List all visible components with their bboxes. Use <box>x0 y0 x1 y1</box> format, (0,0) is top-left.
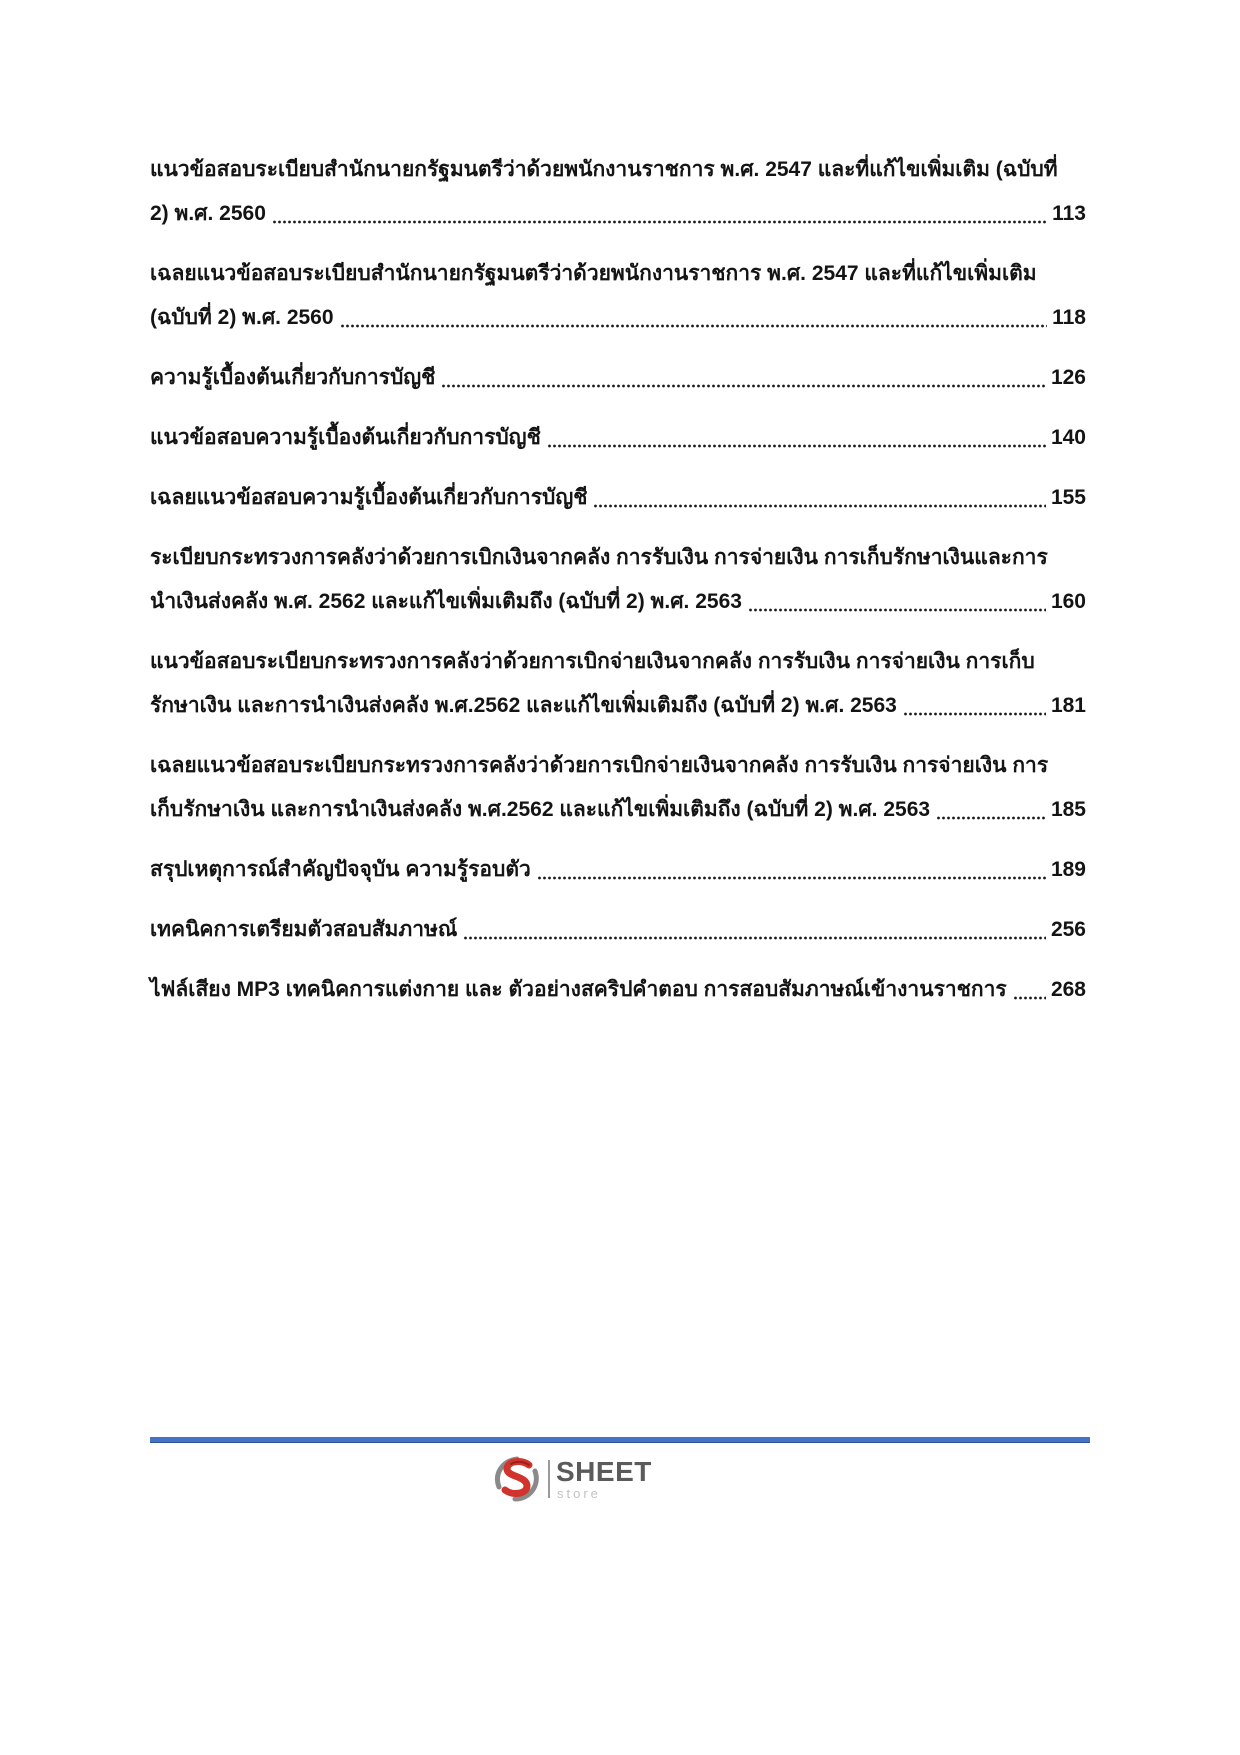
toc-title-line: ความรู้เบื้องต้นเกี่ยวกับการบัญชี <box>150 366 436 389</box>
toc-title-line: (ฉบับที่ 2) พ.ศ. 2560 <box>150 306 334 329</box>
footer-divider <box>150 1437 1090 1443</box>
toc-entry <box>150 148 1086 236</box>
toc-title-line: เก็บรักษาเงิน และการนำเงินส่งคลัง พ.ศ.2562 และแก้ไขเพิ่มเติมถึง (ฉบับที่ 2) พ.ศ. 2563 <box>150 798 931 821</box>
logo-divider <box>548 1460 550 1498</box>
toc-entry <box>150 252 1086 340</box>
toc-entry <box>150 416 1086 460</box>
dot-leader <box>271 192 1047 236</box>
toc-entry-last-line <box>150 684 1086 728</box>
toc-page-number: 189 <box>1050 858 1086 881</box>
toc-entry-last-line <box>150 580 1086 624</box>
toc-entry-last-line <box>150 296 1086 340</box>
toc-entry <box>150 640 1086 728</box>
logo-wordmark: SHEET <box>556 1456 652 1487</box>
toc-entry <box>150 744 1086 832</box>
toc-title-line: แนวข้อสอบระเบียบสำนักนายกรัฐมนตรีว่าด้วยพนักงานราชการ พ.ศ. 2547 และที่แก้ไขเพิ่มเติม (ฉบับที่ <box>150 158 1058 181</box>
toc-title-line: 2) พ.ศ. 2560 <box>150 202 266 225</box>
toc-title-line: ไฟล์เสียง MP3 เทคนิคการแต่งกาย และ ตัวอย่างสคริปคำตอบ การสอบสัมภาษณ์เข้างานราชการ <box>150 978 1007 1001</box>
toc-entry <box>150 908 1086 952</box>
toc-page-number: 113 <box>1052 202 1086 225</box>
toc-entry-last-line <box>150 416 1086 460</box>
toc-page-number: 118 <box>1052 306 1086 329</box>
toc-title-line: รักษาเงิน และการนำเงินส่งคลัง พ.ศ.2562 และแก้ไขเพิ่มเติมถึง (ฉบับที่ 2) พ.ศ. 2563 <box>150 694 897 717</box>
logo-subtext: store <box>557 1486 601 1501</box>
toc-title-line: เฉลยแนวข้อสอบระเบียบกระทรวงการคลังว่าด้วยการเบิกจ่ายเงินจากคลัง การรับเงิน การจ่ายเงิน การ <box>150 754 1049 777</box>
toc-entry-last-line <box>150 356 1086 400</box>
toc-entry <box>150 536 1086 624</box>
toc-entry <box>150 356 1086 400</box>
toc-entry-last-line <box>150 968 1086 1012</box>
toc-page-number: 268 <box>1050 978 1086 1001</box>
dot-leader <box>536 848 1046 892</box>
dot-leader <box>1012 968 1046 1012</box>
toc-title-line: เฉลยแนวข้อสอบความรู้เบื้องต้นเกี่ยวกับการบัญชี <box>150 486 588 509</box>
toc-title-line: แนวข้อสอบความรู้เบื้องต้นเกี่ยวกับการบัญชี <box>150 426 541 449</box>
dot-leader <box>592 476 1045 520</box>
dot-leader <box>462 908 1046 952</box>
toc-page-number: 185 <box>1050 798 1086 821</box>
toc-title-line: สรุปเหตุการณ์สำคัญปัจจุบัน ความรู้รอบตัว <box>150 858 531 881</box>
toc-entry <box>150 968 1086 1012</box>
toc-page-number: 160 <box>1050 590 1086 613</box>
toc-page-number: 126 <box>1050 366 1086 389</box>
toc-page-number: 181 <box>1050 694 1086 717</box>
dot-leader <box>546 416 1046 460</box>
toc-entry <box>150 476 1086 520</box>
toc-title-line: เทคนิคการเตรียมตัวสอบสัมภาษณ์ <box>150 918 458 941</box>
toc-entry <box>150 848 1086 892</box>
toc-entry-last-line <box>150 848 1086 892</box>
dot-leader <box>902 684 1046 728</box>
toc-page-number: 140 <box>1050 426 1086 449</box>
toc-page-number: 256 <box>1050 918 1086 941</box>
sheet-store-logo-icon <box>490 1454 544 1504</box>
dot-leader <box>935 788 1046 832</box>
toc-title-line: เฉลยแนวข้อสอบระเบียบสำนักนายกรัฐมนตรีว่าด้วยพนักงานราชการ พ.ศ. 2547 และที่แก้ไขเพิ่มเติม <box>150 262 1037 285</box>
dot-leader <box>339 296 1048 340</box>
footer-logo <box>490 1454 660 1506</box>
dot-leader <box>440 356 1046 400</box>
dot-leader <box>747 580 1046 624</box>
toc-title-line: นำเงินส่งคลัง พ.ศ. 2562 และแก้ไขเพิ่มเติมถึง (ฉบับที่ 2) พ.ศ. 2563 <box>150 590 742 613</box>
toc-title-line: ระเบียบกระทรวงการคลังว่าด้วยการเบิกเงินจากคลัง การรับเงิน การจ่ายเงิน การเก็บรักษาเงินและการ <box>150 546 1048 569</box>
toc-entry-last-line <box>150 476 1086 520</box>
toc-entry-last-line <box>150 908 1086 952</box>
table-of-contents <box>150 148 1086 1028</box>
toc-page-number: 155 <box>1050 486 1086 509</box>
toc-entry-last-line <box>150 192 1086 236</box>
toc-title-line: แนวข้อสอบระเบียบกระทรวงการคลังว่าด้วยการเบิกจ่ายเงินจากคลัง การรับเงิน การจ่ายเงิน การเก็บ <box>150 650 1035 673</box>
toc-entry-last-line <box>150 788 1086 832</box>
